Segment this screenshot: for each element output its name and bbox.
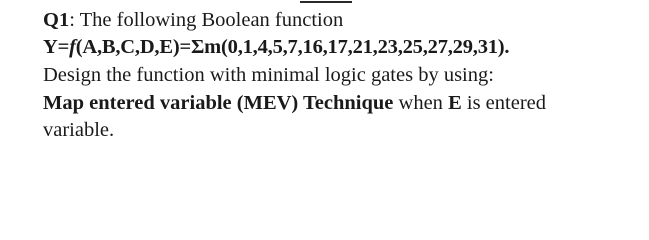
technique-name: Map entered variable (MEV) Technique	[43, 92, 394, 114]
technique-line-continuation: variable.	[43, 119, 115, 141]
boolean-function-line	[43, 35, 509, 59]
function-name: f	[69, 36, 76, 58]
cropped-underline-fragment	[300, 0, 352, 3]
question-intro: : The following Boolean function	[69, 9, 344, 31]
entered-variable: E	[448, 92, 462, 114]
technique-line	[43, 91, 546, 115]
question-number: Q1	[43, 9, 70, 31]
function-args: (A,B,C,D,E)=	[75, 36, 191, 58]
function-lhs: Y=	[43, 36, 70, 58]
technique-entered: is entered	[461, 92, 546, 114]
instruction-line: Design the function with minimal logic gates by using:	[43, 64, 494, 86]
function-minterms: Σm(0,1,4,5,7,16,17,21,23,25,27,29,31).	[190, 36, 510, 58]
technique-when: when	[393, 92, 449, 114]
question-title-line	[43, 8, 343, 32]
